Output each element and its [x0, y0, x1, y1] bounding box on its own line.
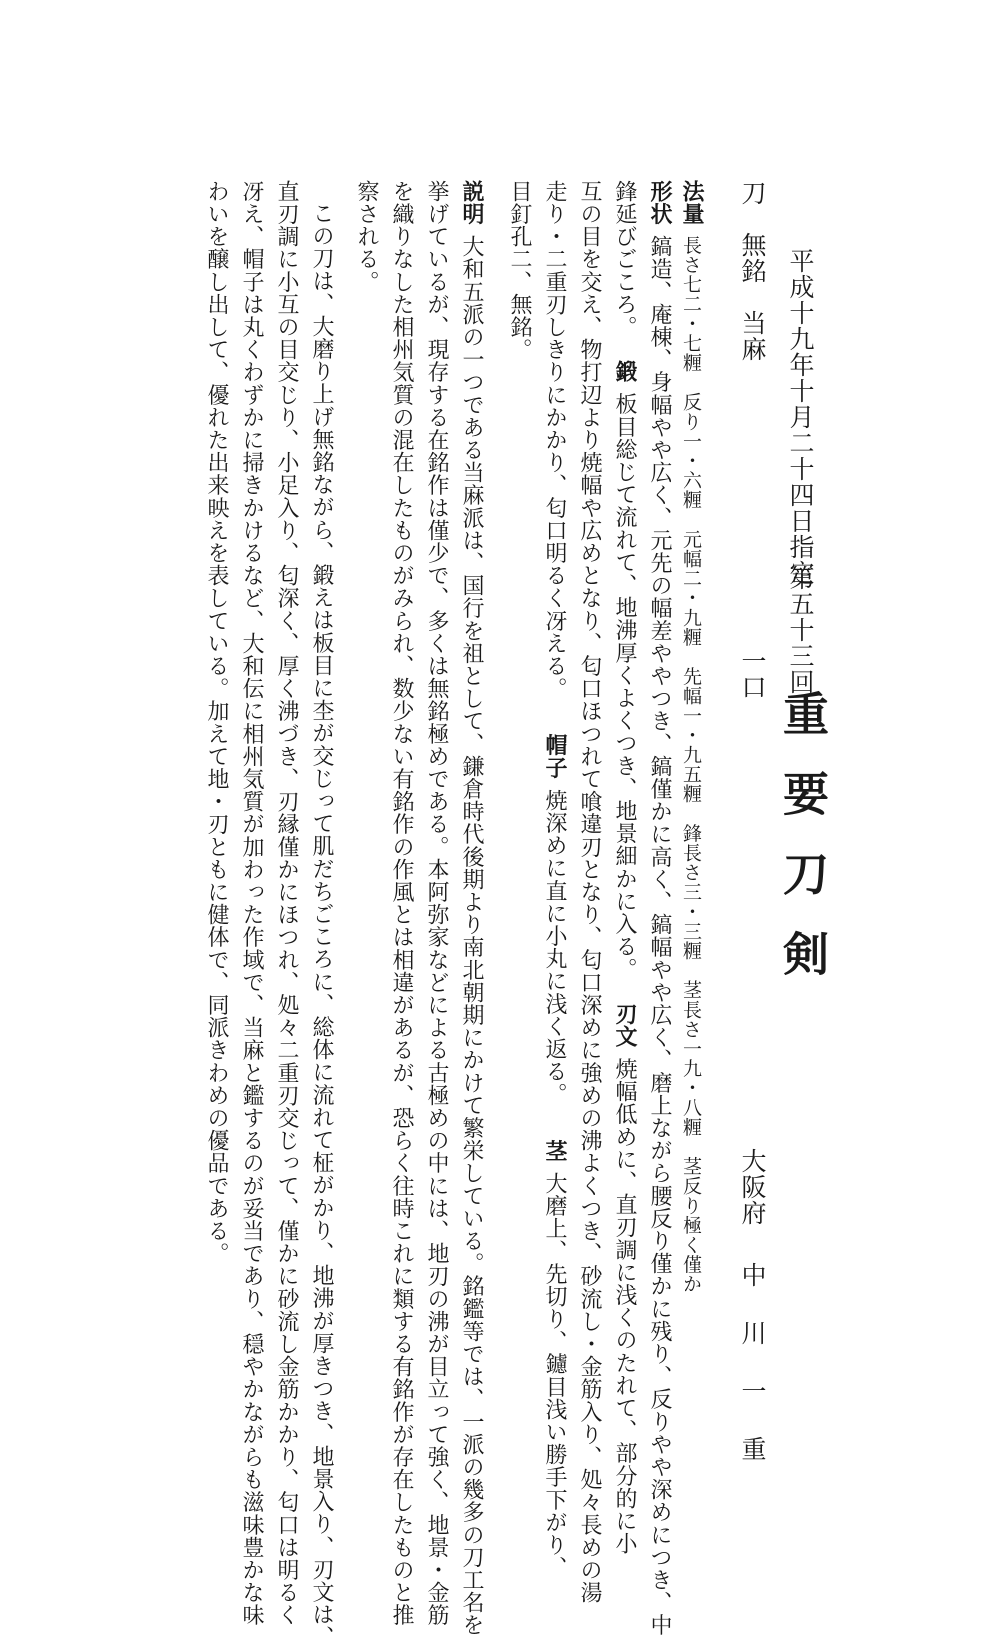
- page-title: 重要刀剣: [776, 690, 830, 1010]
- explanation-line-2: 挙げているが、現存する在銘作は僅少で、多くは無銘極めである。本阿弥家などによる古極めの中には、地刃の沸が目立って強く、地景・金筋: [424, 180, 449, 1627]
- item-count: 一口: [738, 648, 767, 700]
- session-number: 第五十三回: [786, 565, 815, 695]
- shape-text-1: 鎬造、庵棟、身幅やや広く、元先の幅差ややつき、鎬僅かに高く、鎬幅やや広く、磨上ながら腰反り僅かに残り、反りやや深めにつき、中: [647, 235, 672, 1637]
- shape-line-1: [648, 180, 670, 1636]
- designation-date: 平成十九年十月二十四日指定: [786, 248, 815, 586]
- measurements-line: [680, 180, 702, 1294]
- measurements-label: 法量: [679, 180, 704, 226]
- explanation-line-3: を織りなした相州気質の混在したものがみられ、数少ない有銘作の作風とは相違があるが、恐らく往時これに類する有銘作が存在したものと推: [389, 180, 414, 1627]
- shape-label: 形状: [647, 180, 672, 226]
- item-name: 刀 無銘 当麻: [738, 180, 767, 362]
- explanation-line-4: 察される。: [354, 180, 379, 293]
- boshi-label: 帽子: [542, 733, 567, 780]
- nakago-line-2: 目釘孔二、無銘。: [507, 180, 532, 361]
- nakago-text-a: 大磨上、先切り、鑢目浅い勝手下がり、: [542, 1172, 567, 1579]
- hamon-text-a: 焼幅低めに、直刃調に浅くのたれて、部分的に小: [612, 1057, 637, 1555]
- paragraph2-line-4: わいを醸し出して、優れた出来映えを表している。加えて地・刃ともに健体で、同派きわめの優品である。: [204, 180, 229, 1265]
- owner-name: 中 川 一 重: [738, 1262, 767, 1465]
- explanation-text-1: 大和五派の一つである当麻派は、国行を祖として、鎌倉時代後期より南北朝期にかけて繁栄している。銘鑑等では、一派の幾多の刀工名を: [459, 235, 484, 1637]
- hamon-line-3: [543, 180, 565, 1579]
- nakago-label: 茎: [542, 1139, 567, 1163]
- paragraph2-line-3: 冴え、帽子は丸くわずかに掃きかけるなど、大和伝に相州気質が加わった作域で、当麻と鑑するのが妥当であり、穏やかながらも滋味豊かな味: [239, 180, 264, 1627]
- paragraph2-line-1: この刀は、大磨り上げ無銘ながら、鍛えは板目に杢が交じって肌だちごころに、総体に流れて柾がかり、地沸が厚きつき、地景入り、刃文は、: [309, 202, 334, 1648]
- hamon-line-2: 互の目を交え、物打辺より焼幅や広めとなり、匂口ほつれて喰違刃となり、匂口深めに強めの沸よくつき、砂流し・金筋入り、処々長めの湯: [577, 180, 602, 1604]
- paragraph2-line-2: 直刃調に小互の目交じり、小足入り、匂深く、厚く沸づき、刃縁僅かにほつれ、処々二重刃交じって、僅かに砂流し金筋かかり、匂口は明るく: [274, 180, 299, 1627]
- measurements-text: 長さ七二・七糎 反り一・六糎 元幅二・九糎 先幅一・九五糎 鋒長さ三・三糎 茎長さ一九・八糎 茎反り極く僅か: [680, 235, 702, 1294]
- hamon-label: 刃文: [612, 1002, 637, 1048]
- owner-prefecture: 大阪府: [738, 1148, 767, 1226]
- hamon-text-c: 走り・二重刃しきりにかかり、匂口明るく冴える。: [542, 180, 567, 700]
- boshi-text: 焼深めに直に小丸に浅く返る。: [542, 789, 567, 1106]
- forge-label: 鍛: [612, 360, 637, 383]
- explanation-line-1: [460, 180, 482, 1636]
- shape-line-2: [613, 180, 635, 1555]
- shape-text-2: 鋒延びごころ。: [612, 180, 637, 339]
- forge-text: 板目総じて流れて、地沸厚くよくつき、地景細かに入る。: [612, 392, 637, 981]
- explanation-label: 説明: [459, 180, 484, 226]
